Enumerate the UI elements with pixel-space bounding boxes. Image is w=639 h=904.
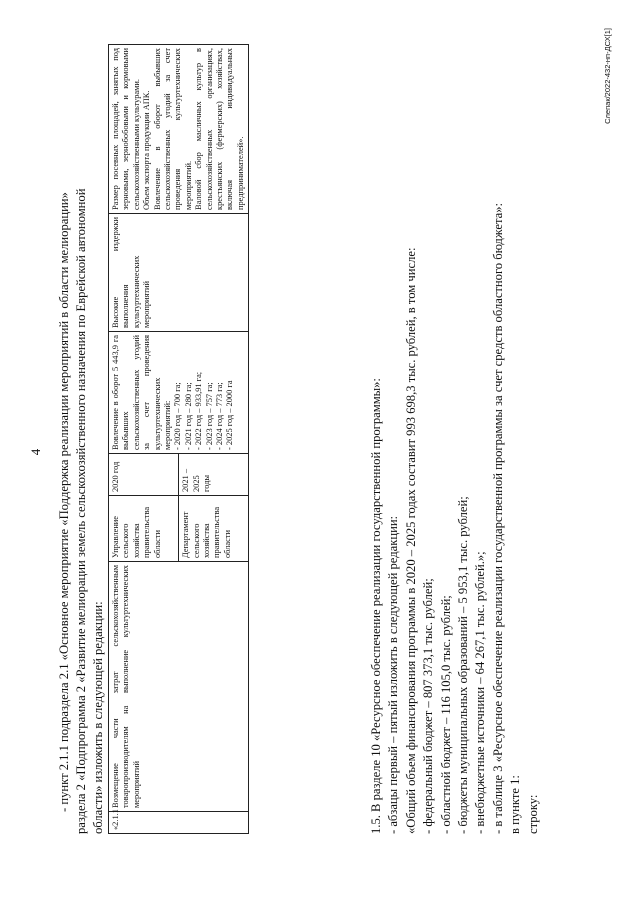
indicator-3: Вовлечение в оборот выбывших сельскохозяйственных угодий за счет проведения культуртехнических мероприятий. <box>152 48 193 210</box>
bottom-section <box>368 44 542 834</box>
list-item: «Общий объем финансирования программы в 2020 – 2025 годах составит 993 698,3 тыс. рублей, в том числе: <box>403 247 418 834</box>
item-number-cell: «2.1.1 <box>108 812 248 834</box>
list-item: строку: <box>525 794 540 834</box>
list-item: - областной бюджет – 116 105,0 тыс. рублей; <box>438 595 453 834</box>
program-table <box>108 44 249 834</box>
section-heading: 1.5. В разделе 10 «Ресурсное обеспечение реализации государственной программы»: <box>368 378 383 834</box>
document-signature: Слепак/2022-432-нп-ДСХ[1] <box>602 28 612 124</box>
result-year-2025: - 2025 год – 2000 га <box>224 380 234 450</box>
indicator-4: Валовой сбор масличных культур в сельскохозяйственных организациях, крестьянских (фермерских) хозяйствах, включая индивидуальных предпринимателей». <box>193 48 245 210</box>
indicators-cell <box>108 45 248 214</box>
list-item: в пункте 1: <box>507 775 522 834</box>
list-item: - бюджеты муниципальных образований – 5 953,1 тыс. рублей; <box>455 496 470 834</box>
result-year-2024: - 2024 год – 773 га; <box>214 382 224 450</box>
risk-cell: Высокие издержки выполнения культуртехнических мероприятий <box>108 214 248 332</box>
table-row <box>108 45 178 834</box>
result-year-2022: - 2022 год – 933,91 га; <box>193 371 203 450</box>
result-text: Вовлечение в оборот 5 443,9 га выбывших сельскохозяйственных угодий за счет проведения культуртехнических мероприятий: <box>110 335 172 450</box>
executor-cell-2: Департамент сельского хозяйства правительства области <box>178 496 248 562</box>
page-number: 4 <box>27 448 43 456</box>
intro-line-1: - пункт 2.1.1 подраздела 2.1 «Основное мероприятие «Поддержка реализации мероприятий в области мелиорации» <box>56 192 71 812</box>
list-item: - внебюджетные источники – 64 267,1 тыс. рублей.»; <box>472 551 487 834</box>
intro-paragraph <box>56 44 107 834</box>
term-cell-1: 2020 год <box>108 454 178 496</box>
list-item: - абзацы первый – пятый изложить в следующей редакции: <box>385 515 400 834</box>
indicator-1: Размер посевных площадей, занятых под зерновыми, зернобобовыми и кормовыми сельскохозяйственными культурами. <box>110 48 141 210</box>
list-item: - в таблице 3 «Ресурсное обеспечение реализации государственной программы за счет средств областного бюджета»: <box>490 203 505 834</box>
result-cell <box>108 332 248 454</box>
rotated-content <box>20 22 620 882</box>
list-item: - федеральный бюджет – 807 373,1 тыс. рублей; <box>420 578 435 834</box>
result-year-2020: - 2020 год – 700 га; <box>172 382 182 450</box>
intro-line-3: области» изложить в следующей редакции: <box>90 601 105 834</box>
result-year-2023: - 2023 год – 757 га; <box>204 382 214 450</box>
measure-name-cell: Возмещение части затрат сельскохозяйственным товаропроизводителям на выполнение культуртехнических мероприятий <box>108 562 248 812</box>
term-cell-2: 2021 – 2025 годы <box>178 454 248 496</box>
executor-cell-1: Управление сельского хозяйства правительства области <box>108 496 178 562</box>
indicator-2: Объем экспорта продукции АПК. <box>141 90 151 210</box>
intro-line-2: раздела 2 «Подпрограмма 2 «Развитие мелиорации земель сельскохозяйственного назначения по Еврейской автономной <box>73 188 88 834</box>
result-year-2021: - 2021 год – 280 га; <box>183 382 193 450</box>
